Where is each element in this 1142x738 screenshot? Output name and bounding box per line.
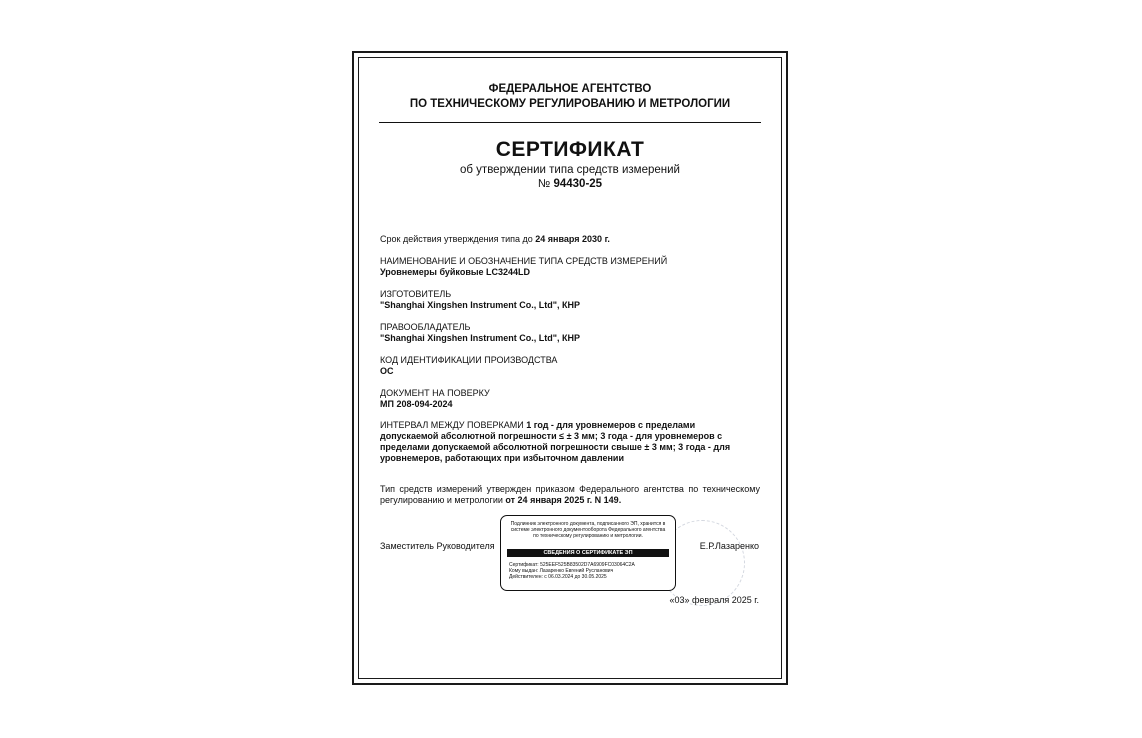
certificate-subtitle: об утверждении типа средств измерений bbox=[460, 164, 680, 176]
code-label: КОД ИДЕНТИФИКАЦИИ ПРОИЗВОДСТВА bbox=[380, 355, 558, 365]
code-section bbox=[380, 355, 760, 377]
manufacturer-label: ИЗГОТОВИТЕЛЬ bbox=[380, 289, 452, 299]
signature-date: «03» февраля 2025 г. bbox=[669, 595, 759, 605]
verification-doc-value: МП 208-094-2024 bbox=[380, 399, 453, 409]
header-divider bbox=[379, 122, 761, 123]
certificate-title: СЕРТИФИКАТ bbox=[495, 138, 645, 161]
stamp-header-text: Подлинник электронного документа, подписанного ЭП, хранится в системе электронного документооборота Федерального агентства по техническому регулированию и метрологии. bbox=[510, 521, 666, 539]
approval-order: от 24 января 2025 г. N 149. bbox=[505, 495, 622, 505]
signatory-position: Заместитель Руководителя bbox=[380, 541, 495, 551]
interval-section bbox=[380, 420, 745, 464]
code-value: ОС bbox=[380, 366, 394, 376]
validity-value: 24 января 2030 г. bbox=[535, 234, 610, 244]
manufacturer-section bbox=[380, 289, 760, 311]
holder-section bbox=[380, 322, 760, 344]
manufacturer-value: "Shanghai Xingshen Instrument Co., Ltd", КНР bbox=[380, 300, 581, 310]
name-section bbox=[380, 256, 760, 278]
interval-value: 1 год - для уровнемеров с пределами допускаемой абсолютной погрешности ≤ ± 3 мм; 3 года - для уровнемеров с пределами допускаемой абсолютной погрешности свыше ± 3 мм; 3 года - для уровнемеров, работающих при избыточном давлении bbox=[380, 420, 731, 463]
certificate-number-prefix: № bbox=[537, 178, 554, 190]
certificate-number bbox=[359, 178, 781, 190]
certificate-document bbox=[352, 51, 788, 685]
document-inner-border bbox=[358, 57, 782, 679]
stamp-certificate-line: Сертификат: 525EEF525B83502D7A6909FC03064C2A bbox=[509, 562, 635, 568]
holder-label: ПРАВООБЛАДАТЕЛЬ bbox=[380, 322, 471, 332]
agency-line-2: ПО ТЕХНИЧЕСКОМУ РЕГУЛИРОВАНИЮ И МЕТРОЛОГИИ bbox=[409, 98, 731, 110]
stamp-details bbox=[509, 563, 669, 580]
signatory-name: Е.Р.Лазаренко bbox=[699, 541, 759, 551]
holder-value: "Shanghai Xingshen Instrument Co., Ltd", КНР bbox=[380, 333, 581, 343]
stamp-issued-to-line: Кому выдан: Лазаренко Евгений Русланович bbox=[509, 567, 614, 574]
name-value: Уровнемеры буйковые LC3244LD bbox=[380, 267, 531, 277]
stamp-validity-line: Действителен: с 06.03.2024 до 30.05.2025 bbox=[509, 573, 607, 580]
certificate-number-value: 94430-25 bbox=[553, 178, 603, 190]
interval-label: ИНТЕРВАЛ МЕЖДУ ПОВЕРКАМИ bbox=[380, 420, 527, 430]
stamp-title-bar: СВЕДЕНИЯ О СЕРТИФИКАТЕ ЭП bbox=[507, 549, 669, 557]
name-label: НАИМЕНОВАНИЕ И ОБОЗНАЧЕНИЕ ТИПА СРЕДСТВ ИЗМЕРЕНИЙ bbox=[380, 256, 668, 266]
verification-doc-label: ДОКУМЕНТ НА ПОВЕРКУ bbox=[380, 388, 490, 398]
electronic-signature-stamp bbox=[500, 515, 676, 591]
agency-line-1: ФЕДЕРАЛЬНОЕ АГЕНТСТВО bbox=[488, 83, 652, 95]
verification-doc-section bbox=[380, 388, 760, 410]
approval-text bbox=[380, 484, 760, 506]
validity-label: Срок действия утверждения типа до bbox=[380, 234, 536, 244]
agency-name bbox=[359, 82, 781, 112]
approval-body: Тип средств измерений утвержден приказом Федерального агентства по техническому регулированию и метрологии bbox=[380, 484, 760, 505]
validity-line bbox=[380, 234, 760, 245]
